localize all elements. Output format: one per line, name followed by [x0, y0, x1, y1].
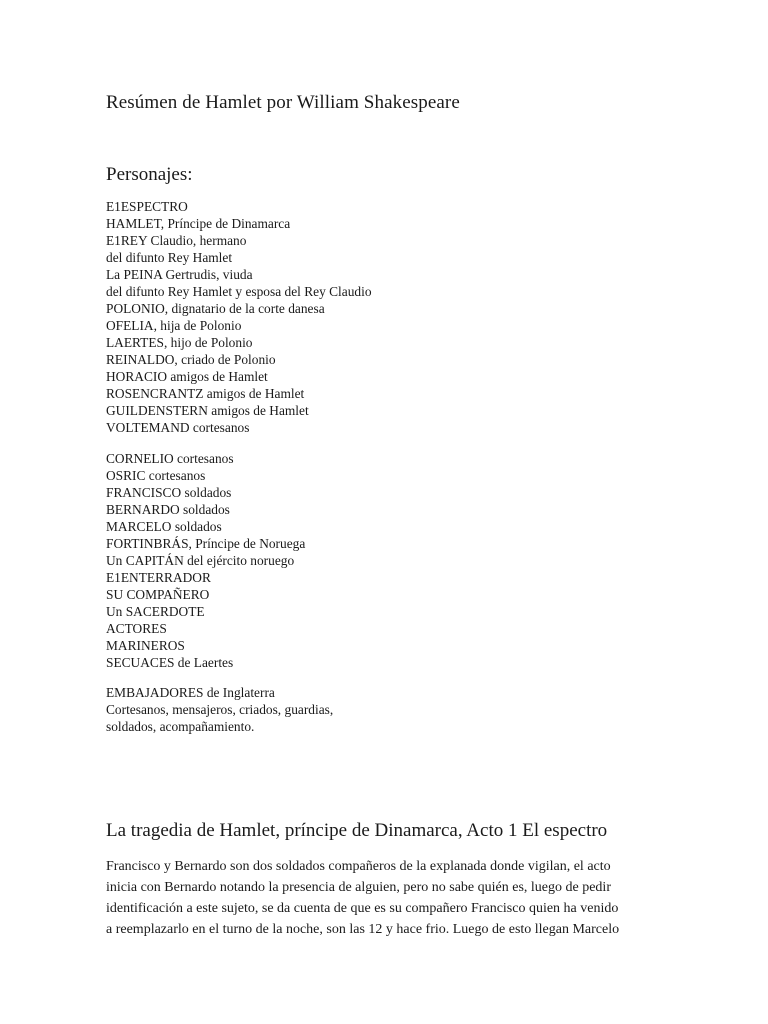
paragraph-line: a reemplazarlo en el turno de la noche, son las 12 y hace frio. Luego de esto llegan Marcelo: [106, 922, 620, 937]
character-entry: HAMLET, Príncipe de Dinamarca: [106, 216, 291, 231]
character-entry: HORACIO amigos de Hamlet: [106, 369, 268, 384]
character-entry: La PEINA Gertrudis, viuda: [106, 267, 253, 282]
character-list-group-3: [106, 684, 333, 735]
character-entry: REINALDO, criado de Polonio: [106, 352, 276, 367]
act-heading: La tragedia de Hamlet, príncipe de Dinamarca, Acto 1 El espectro: [106, 820, 608, 841]
document-title: Resúmen de Hamlet por William Shakespeare: [106, 92, 460, 113]
character-entry: EMBAJADORES de Inglaterra: [106, 685, 275, 700]
character-entry: FORTINBRÁS, Príncipe de Noruega: [106, 536, 306, 551]
paragraph-line: Francisco y Bernardo son dos soldados compañeros de la explanada donde vigilan, el acto: [106, 859, 611, 874]
character-entry: BERNARDO soldados: [106, 502, 230, 517]
character-entry: POLONIO, dignatario de la corte danesa: [106, 301, 325, 316]
character-entry: GUILDENSTERN amigos de Hamlet: [106, 403, 309, 418]
character-entry: FRANCISCO soldados: [106, 485, 232, 500]
paragraph-line: identificación a este sujeto, se da cuenta de que es su compañero Francisco quien ha venido: [106, 901, 619, 916]
character-entry: E1REY Claudio, hermano: [106, 233, 247, 248]
character-entry: MARCELO soldados: [106, 519, 222, 534]
character-entry: ACTORES: [106, 621, 167, 636]
character-entry: ROSENCRANTZ amigos de Hamlet: [106, 386, 305, 401]
summary-paragraph: [106, 856, 662, 940]
character-entry: OSRIC cortesanos: [106, 468, 206, 483]
character-entry: SU COMPAÑERO: [106, 587, 210, 602]
character-entry: MARINEROS: [106, 638, 185, 653]
character-entry: E1ESPECTRO: [106, 199, 188, 214]
character-list-group-1: [106, 198, 372, 436]
character-entry: VOLTEMAND cortesanos: [106, 420, 250, 435]
paragraph-line: inicia con Bernardo notando la presencia de alguien, pero no sabe quién es, luego de pedir: [106, 880, 611, 895]
character-entry: SECUACES de Laertes: [106, 655, 234, 670]
character-entry: CORNELIO cortesanos: [106, 451, 234, 466]
character-entry: Un CAPITÁN del ejército noruego: [106, 553, 295, 568]
character-entry: OFELIA, hija de Polonio: [106, 318, 242, 333]
character-entry: soldados, acompañamiento.: [106, 719, 255, 734]
character-entry: del difunto Rey Hamlet: [106, 250, 233, 265]
character-entry: Un SACERDOTE: [106, 604, 205, 619]
character-entry: del difunto Rey Hamlet y esposa del Rey Claudio: [106, 284, 372, 299]
character-entry: LAERTES, hijo de Polonio: [106, 335, 253, 350]
characters-heading: Personajes:: [106, 164, 193, 185]
character-list-group-2: [106, 450, 305, 671]
character-entry: E1ENTERRADOR: [106, 570, 211, 585]
character-entry: Cortesanos, mensajeros, criados, guardias,: [106, 702, 334, 717]
